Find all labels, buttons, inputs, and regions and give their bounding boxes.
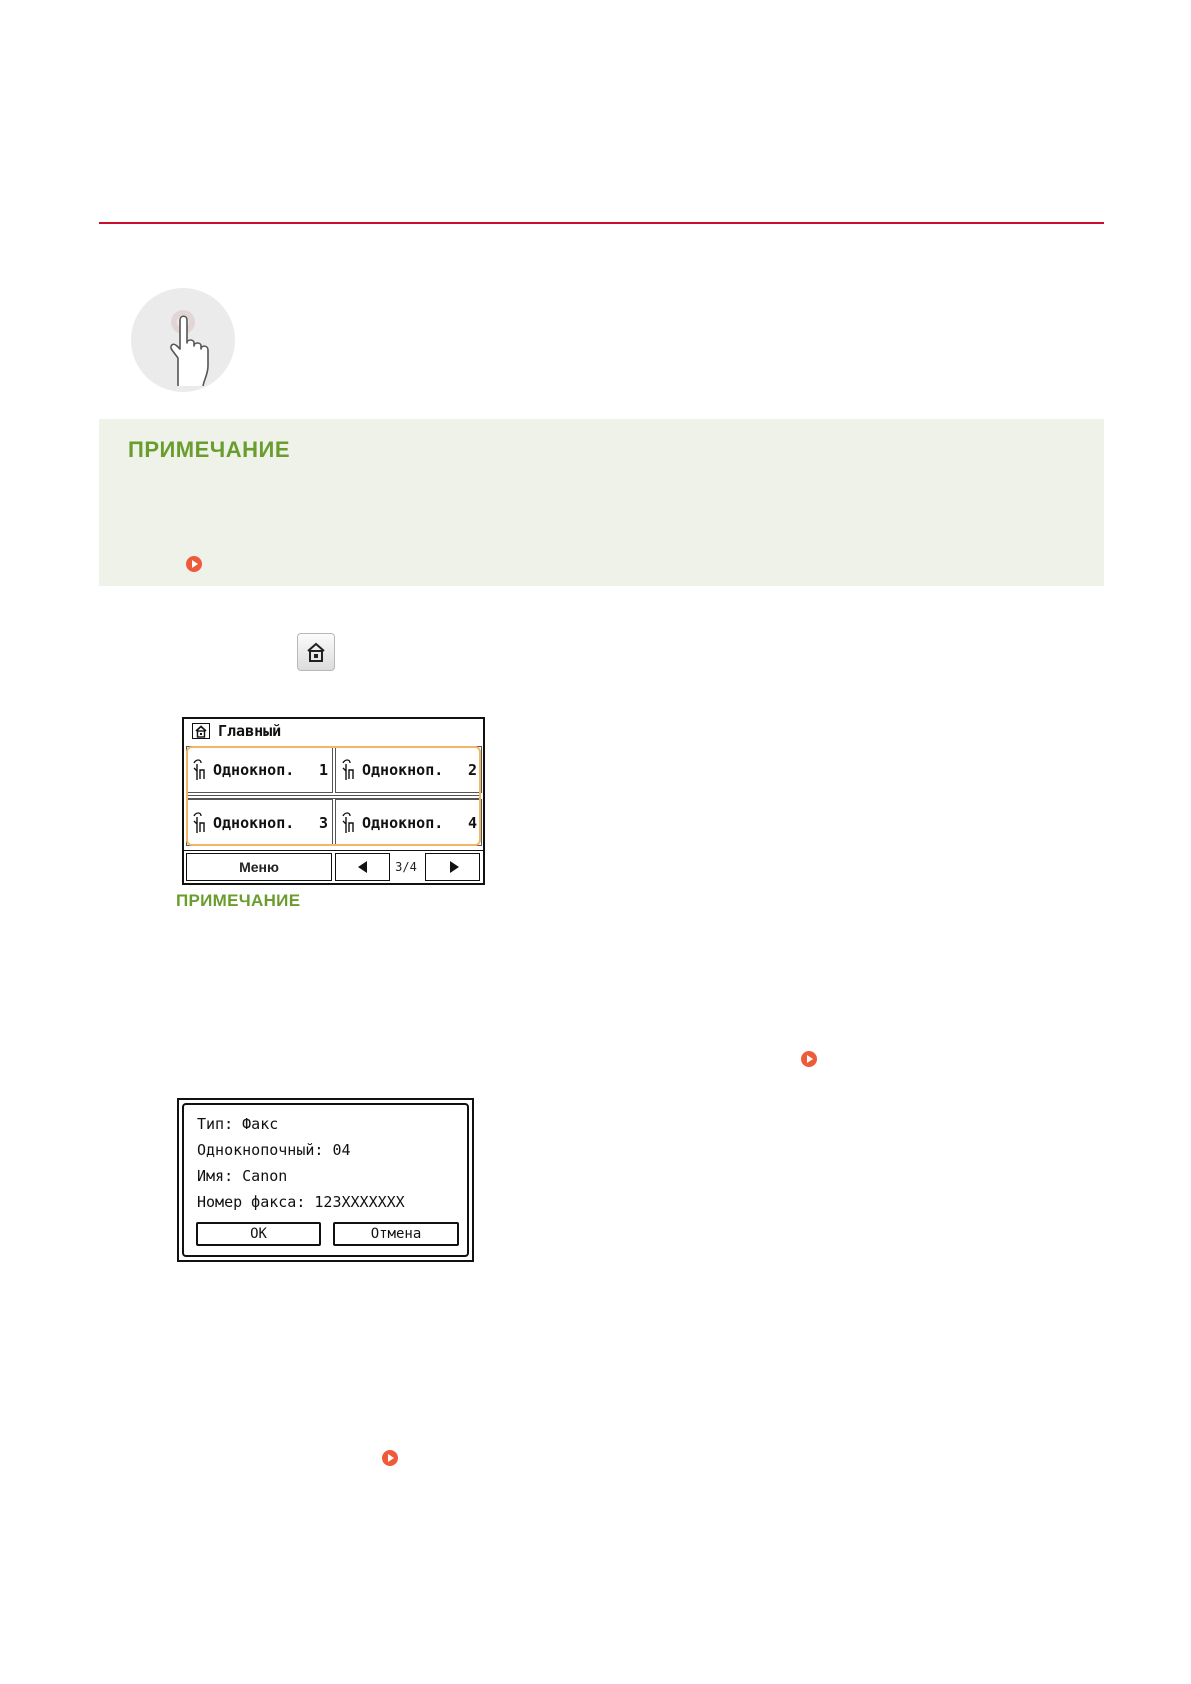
screen-title-bar [184, 719, 483, 743]
header-rule [99, 222, 1104, 224]
selection-highlight [186, 746, 481, 846]
one-touch-button-3[interactable]: Однокноп. 3 [186, 799, 333, 846]
screen-bottom-bar [184, 850, 483, 884]
home-icon [192, 723, 210, 739]
info-line-fax-number: Номер факса: 123XXXXXXX [197, 1193, 405, 1211]
next-page-button[interactable] [425, 853, 480, 881]
one-touch-button-2[interactable]: Однокноп. 2 [335, 746, 482, 793]
link-arrow-icon[interactable] [186, 556, 202, 572]
one-touch-button-4[interactable]: Однокноп. 4 [335, 799, 482, 846]
info-line-type: Тип: Факс [197, 1115, 279, 1133]
one-touch-button-1[interactable]: Однокноп. 1 [186, 746, 333, 793]
touch-finger-icon [131, 288, 235, 392]
cancel-button[interactable]: Отмена [333, 1222, 459, 1246]
confirm-screen-display [177, 1098, 474, 1262]
page-indicator: 3/4 [395, 860, 417, 874]
prev-page-button[interactable] [335, 853, 390, 881]
screen-title: Главный [218, 722, 282, 740]
link-arrow-icon[interactable] [382, 1450, 398, 1466]
note-box [99, 419, 1104, 586]
home-key-icon[interactable] [297, 633, 335, 671]
note-small-title: ПРИМЕЧАНИЕ [176, 891, 301, 910]
home-screen-display [182, 717, 485, 885]
info-line-one-touch: Однокнопочный: 04 [197, 1141, 351, 1159]
menu-button[interactable]: Меню [186, 853, 332, 881]
info-line-name: Имя: Canon [197, 1167, 288, 1185]
ok-button[interactable]: OK [196, 1222, 321, 1246]
link-arrow-icon[interactable] [801, 1051, 817, 1067]
note-title: ПРИМЕЧАНИЕ [128, 437, 291, 462]
confirm-dialog [182, 1103, 469, 1257]
